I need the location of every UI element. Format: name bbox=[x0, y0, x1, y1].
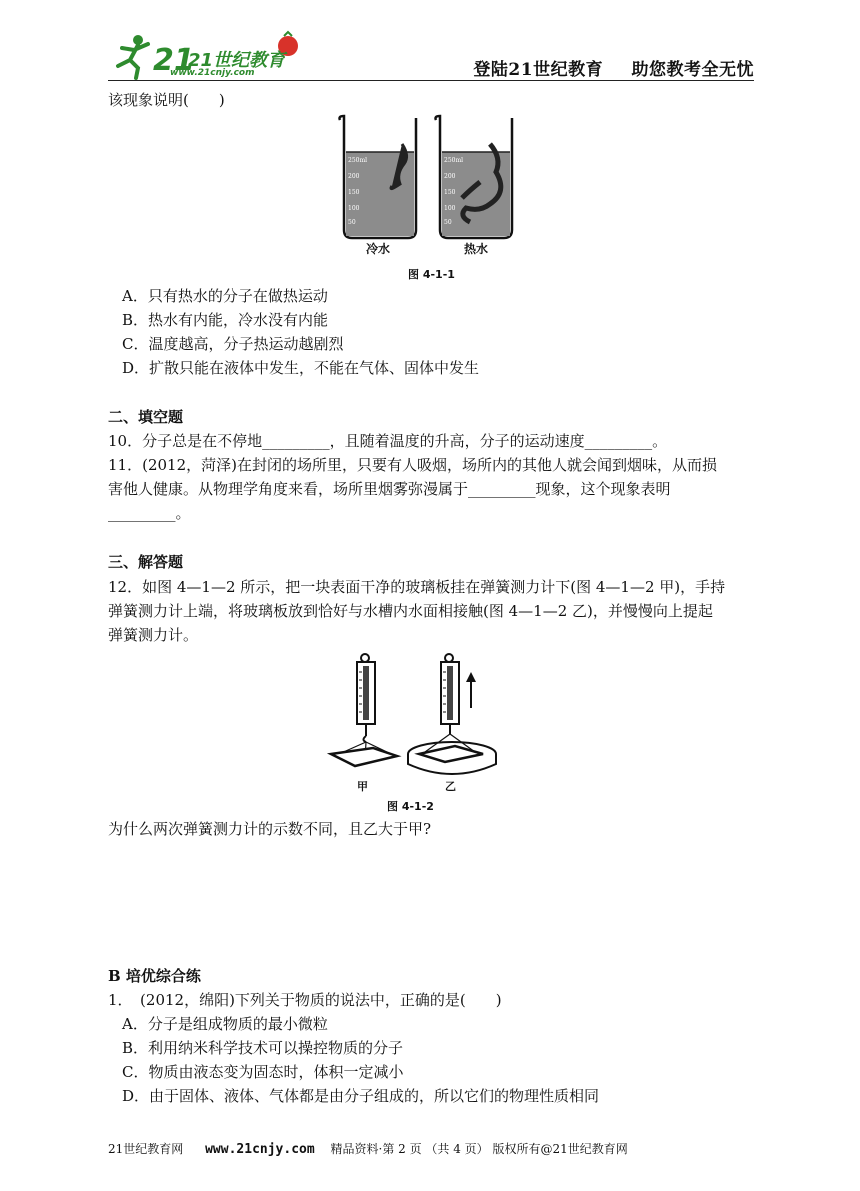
logo-text: 21世纪教育 bbox=[188, 50, 286, 71]
q9-option-c: C．温度越高，分子热运动越剧烈 bbox=[122, 335, 344, 353]
b1-option-b: B．利用纳米科学技术可以操控物质的分子 bbox=[122, 1039, 404, 1057]
figure-spring-scales bbox=[325, 648, 535, 813]
b1-option-a: A．分子是组成物质的最小微粒 bbox=[122, 1015, 328, 1033]
footer-site: 21世纪教育网 bbox=[108, 1142, 184, 1156]
q12-line3: 弹簧测力计。 bbox=[108, 626, 199, 644]
q11-line1: 11．(2012，菏泽)在封闭的场所里，只要有人吸烟，场所内的其他人就会闻到烟味，从而损 bbox=[108, 456, 717, 474]
beakers-drawing bbox=[330, 112, 530, 252]
q10: 10．分子总是在不停地_________，且随着温度的升高，分子的运动速度_________。 bbox=[108, 432, 668, 450]
svg-text:100: 100 bbox=[444, 205, 456, 212]
label-yi: 乙 bbox=[445, 780, 456, 793]
footer bbox=[108, 1140, 628, 1157]
q12-line2: 弹簧测力计上端，将玻璃板放到恰好与水槽内水面相接触(图 4—1—2 乙)，并慢慢向上提起 bbox=[108, 602, 713, 620]
footer-url[interactable]: www.21cnjy.com bbox=[205, 1142, 315, 1157]
q9-option-b: B．热水有内能，冷水没有内能 bbox=[122, 311, 329, 329]
logo-url: www.21cnjy.com bbox=[170, 68, 255, 78]
q12-line1: 12．如图 4—1—2 所示，把一块表面干净的玻璃板挂在弹簧测力计下(图 4—1—2 甲)，手持 bbox=[108, 578, 726, 596]
label-hot-water: 热水 bbox=[464, 242, 489, 256]
slogan-left: 登陆21世纪教育 bbox=[473, 60, 604, 80]
svg-text:200: 200 bbox=[444, 173, 456, 180]
svg-text:150: 150 bbox=[348, 189, 360, 196]
section-heading-b: B 培优综合练 bbox=[108, 967, 201, 985]
label-cold-water: 冷水 bbox=[366, 242, 391, 256]
q9-option-d: D．扩散只能在液体中发生，不能在气体、固体中发生 bbox=[122, 359, 480, 377]
b1-option-c: C．物质由液态变为固态时，体积一定减小 bbox=[122, 1063, 404, 1081]
svg-text:50: 50 bbox=[348, 219, 356, 226]
svg-text:200: 200 bbox=[348, 173, 360, 180]
svg-text:21: 21 bbox=[153, 43, 195, 78]
b1-option-d: D．由于固体、液体、气体都是由分子组成的，所以它们的物理性质相同 bbox=[122, 1087, 600, 1105]
footer-page-info: 精品资料·第 2 页 （共 4 页） 版权所有@21世纪教育网 bbox=[330, 1142, 628, 1156]
header-slogan bbox=[451, 55, 754, 80]
header-rule bbox=[108, 80, 754, 81]
q9-option-a: A．只有热水的分子在做热运动 bbox=[122, 287, 328, 305]
figure-caption: 图 4-1-1 bbox=[408, 268, 455, 281]
section-heading-fill: 二、填空题 bbox=[108, 408, 184, 426]
figure-caption-2: 图 4-1-2 bbox=[387, 800, 434, 813]
q9-stem: 该现象说明( ) bbox=[108, 91, 225, 109]
label-jia: 甲 bbox=[357, 780, 368, 793]
svg-text:250ml: 250ml bbox=[348, 157, 368, 164]
q12-question: 为什么两次弹簧测力计的示数不同，且乙大于甲? bbox=[108, 820, 432, 838]
section-heading-answer: 三、解答题 bbox=[108, 553, 184, 571]
svg-text:150: 150 bbox=[444, 189, 456, 196]
svg-text:250ml: 250ml bbox=[444, 157, 464, 164]
slogan-right: 助您教考全无忧 bbox=[631, 60, 754, 80]
b1-stem: 1． (2012，绵阳)下列关于物质的说法中，正确的是( ) bbox=[108, 991, 502, 1009]
q11-line2: 害他人健康。从物理学角度来看，场所里烟雾弥漫属于_________现象，这个现象表明 bbox=[108, 480, 671, 498]
spring-scales-drawing bbox=[325, 648, 535, 778]
svg-text:100: 100 bbox=[348, 205, 360, 212]
svg-text:50: 50 bbox=[444, 219, 452, 226]
q11-line3: _________。 bbox=[108, 504, 191, 522]
figure-beakers bbox=[330, 112, 530, 282]
logo bbox=[108, 30, 308, 80]
